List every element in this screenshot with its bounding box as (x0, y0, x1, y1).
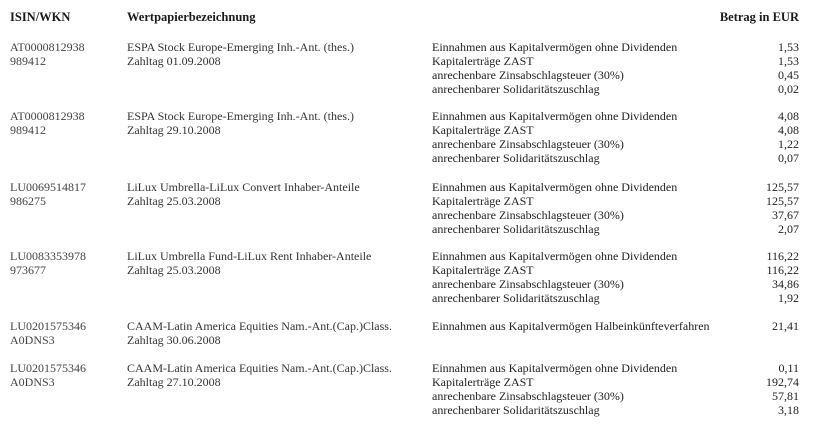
wkn: A0DNS3 (10, 375, 55, 389)
amount-value: 0,45 (778, 68, 799, 82)
amount-value: 37,67 (772, 208, 799, 222)
isin-wkn-cell (10, 319, 120, 347)
security-name: ESPA Stock Europe-Emerging Inh.-Ant. (thes.) (127, 40, 354, 54)
security-cell (127, 319, 427, 347)
isin-wkn-cell (10, 249, 120, 277)
isin: LU0069514817 (10, 180, 86, 194)
income-type-label: Einnahmen aus Kapitalvermögen ohne Dividenden (432, 361, 678, 375)
payment-date: Zahltag 25.03.2008 (127, 263, 221, 277)
isin-wkn-cell (10, 40, 120, 68)
amount-cell (700, 249, 799, 305)
isin: LU0083353978 (10, 249, 86, 263)
amount-value: 116,22 (766, 249, 799, 263)
payment-date: Zahltag 01.09.2008 (127, 54, 221, 68)
security-name: LiLux Umbrella Fund-LiLux Rent Inhaber-Anteile (127, 249, 372, 263)
wkn: 989412 (10, 123, 46, 137)
payment-date: Zahltag 27.10.2008 (127, 375, 221, 389)
income-type-label: Einnahmen aus Kapitalvermögen ohne Dividenden (432, 180, 678, 194)
amount-cell (700, 109, 799, 165)
income-type-label: anrechenbare Zinsabschlagsteuer (30%) (432, 389, 624, 403)
security-name: ESPA Stock Europe-Emerging Inh.-Ant. (thes.) (127, 109, 354, 123)
income-type-cell (432, 319, 732, 333)
income-type-cell (432, 40, 732, 96)
income-type-label: Kapitalerträge ZAST (432, 123, 534, 137)
isin-wkn-cell (10, 361, 120, 389)
isin-wkn-cell (10, 180, 120, 208)
income-type-label: anrechenbare Zinsabschlagsteuer (30%) (432, 68, 624, 82)
amount-value: 116,22 (766, 263, 799, 277)
income-type-label: anrechenbarer Solidaritätszuschlag (432, 82, 600, 96)
amount-value: 1,22 (778, 137, 799, 151)
security-cell (127, 109, 427, 137)
security-name: CAAM-Latin America Equities Nam.-Ant.(Cap.)Class. (127, 319, 392, 333)
isin: AT0000812938 (10, 109, 85, 123)
security-name: CAAM-Latin America Equities Nam.-Ant.(Cap.)Class. (127, 361, 392, 375)
income-type-label: Einnahmen aus Kapitalvermögen Halbeinkünfteverfahren (432, 319, 710, 333)
isin: LU0201575346 (10, 361, 86, 375)
income-type-label: anrechenbare Zinsabschlagsteuer (30%) (432, 137, 624, 151)
amount-value: 1,53 (778, 54, 799, 68)
amount-value: 4,08 (778, 109, 799, 123)
security-name: LiLux Umbrella-LiLux Convert Inhaber-Anteile (127, 180, 360, 194)
amount-value: 125,57 (766, 180, 799, 194)
wkn: 989412 (10, 54, 46, 68)
wkn: A0DNS3 (10, 333, 55, 347)
payment-date: Zahltag 25.03.2008 (127, 194, 221, 208)
header-isin-wkn: ISIN/WKN (10, 10, 71, 24)
amount-value: 34,86 (772, 277, 799, 291)
amount-cell (700, 180, 799, 236)
income-type-label: Einnahmen aus Kapitalvermögen ohne Dividenden (432, 40, 678, 54)
amount-value: 125,57 (766, 194, 799, 208)
payment-date: Zahltag 29.10.2008 (127, 123, 221, 137)
income-type-label: Einnahmen aus Kapitalvermögen ohne Dividenden (432, 249, 678, 263)
income-type-cell (432, 109, 732, 165)
amount-cell (700, 361, 799, 417)
amount-value: 2,07 (778, 222, 799, 236)
amount-value: 3,18 (778, 403, 799, 417)
header-amount: Betrag in EUR (719, 10, 799, 24)
income-type-label: Einnahmen aus Kapitalvermögen ohne Dividenden (432, 109, 678, 123)
amount-value: 0,11 (778, 361, 799, 375)
amount-value: 21,41 (772, 319, 799, 333)
income-type-label: anrechenbarer Solidaritätszuschlag (432, 291, 600, 305)
income-type-label: anrechenbarer Solidaritätszuschlag (432, 222, 600, 236)
wkn: 973677 (10, 263, 46, 277)
amount-cell (700, 319, 799, 333)
amount-value: 192,74 (766, 375, 799, 389)
amount-value: 0,07 (778, 151, 799, 165)
income-type-label: Kapitalerträge ZAST (432, 375, 534, 389)
amount-value: 0,02 (778, 82, 799, 96)
income-type-label: Kapitalerträge ZAST (432, 194, 534, 208)
security-cell (127, 180, 427, 208)
security-cell (127, 249, 427, 277)
income-type-label: anrechenbare Zinsabschlagsteuer (30%) (432, 277, 624, 291)
amount-cell (700, 40, 799, 96)
income-type-label: Kapitalerträge ZAST (432, 263, 534, 277)
header-security-name: Wertpapierbezeichnung (127, 10, 256, 24)
isin: LU0201575346 (10, 319, 86, 333)
income-type-label: Kapitalerträge ZAST (432, 54, 534, 68)
income-type-label: anrechenbarer Solidaritätszuschlag (432, 403, 600, 417)
isin-wkn-cell (10, 109, 120, 137)
income-type-cell (432, 180, 732, 236)
amount-value: 1,53 (778, 40, 799, 54)
payment-date: Zahltag 30.06.2008 (127, 333, 221, 347)
amount-value: 1,92 (778, 291, 799, 305)
isin: AT0000812938 (10, 40, 85, 54)
income-type-cell (432, 249, 732, 305)
wkn: 986275 (10, 194, 46, 208)
security-cell (127, 40, 427, 68)
amount-value: 57,81 (772, 389, 799, 403)
amount-value: 4,08 (778, 123, 799, 137)
income-type-cell (432, 361, 732, 417)
security-cell (127, 361, 427, 389)
income-type-label: anrechenbare Zinsabschlagsteuer (30%) (432, 208, 624, 222)
income-type-label: anrechenbarer Solidaritätszuschlag (432, 151, 600, 165)
